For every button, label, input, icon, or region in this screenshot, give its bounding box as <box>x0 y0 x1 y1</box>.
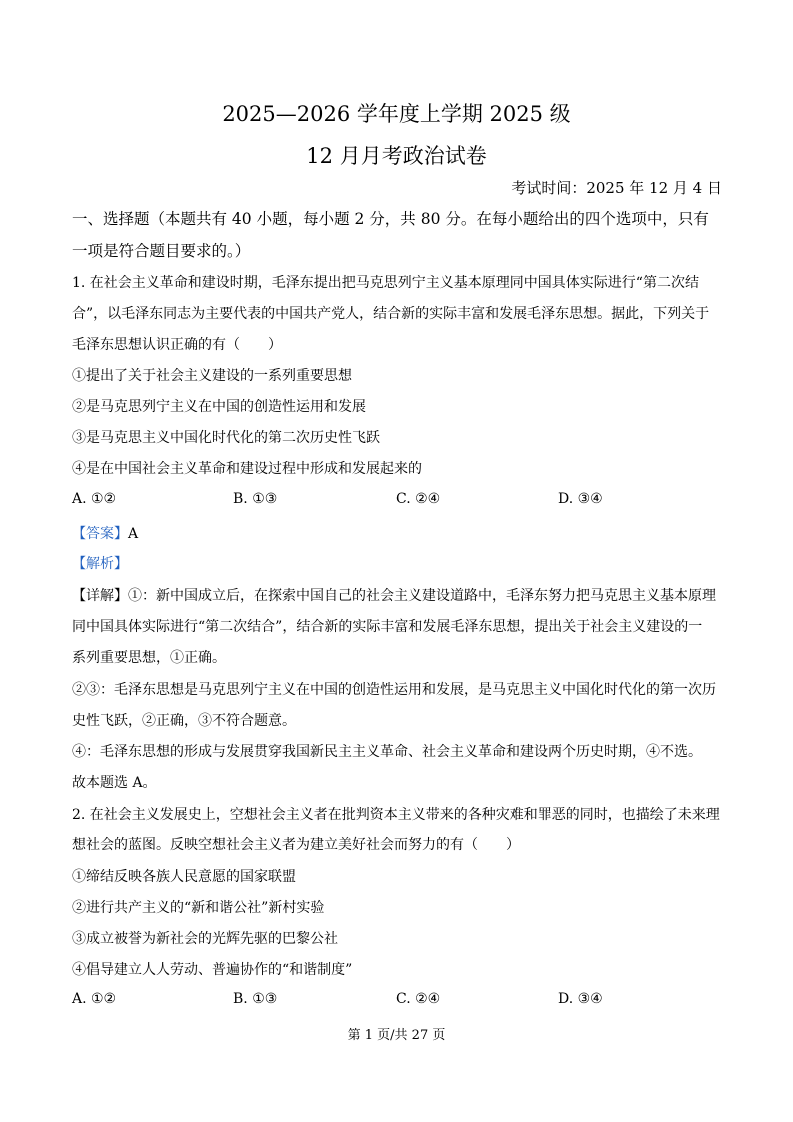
q1-option-b: B. ①③ <box>233 491 278 507</box>
document-title-line2: 12 月月考政治试卷 <box>306 144 487 168</box>
analysis-tag: 【解析】 <box>72 556 128 572</box>
q1-analysis <box>72 553 722 573</box>
q2-stem-line1: 2. 在社会主义发展史上，空想社会主义者在批判资本主义带来的各种灾难和罪恶的同时，也描绘了未来理 <box>72 807 720 823</box>
q1-detail-line1 <box>72 585 722 605</box>
q1-stem-line2: 合”，以毛泽东同志为主要代表的中国共产党人，结合新的实际丰富和发展毛泽东思想。据此，下列关于 <box>72 306 710 322</box>
q2-option-a: A. ①② <box>72 991 117 1007</box>
q2-stem-line2: 想社会的蓝图。反映空想社会主义者为建立美好社会而努力的有（ ） <box>72 837 520 853</box>
detail-text: ①：新中国成立后，在探索中国自己的社会主义建设道路中，毛泽东努力把马克思主义基本原理 <box>128 588 716 604</box>
exam-time: 考试时间：2025 年 12 月 4 日 <box>511 179 722 197</box>
q1-detail-line3: 系列重要思想，①正确。 <box>72 650 226 666</box>
page-footer: 第 1 页/共 27 页 <box>347 1028 446 1043</box>
q2-option-d: D. ③④ <box>558 991 603 1007</box>
q1-option-c: C. ②④ <box>396 491 441 507</box>
answer-tag: 【答案】 <box>72 526 128 542</box>
detail-tag: 【详解】 <box>72 588 128 604</box>
q1-stem-line1: 1. 在社会主义革命和建设时期，毛泽东提出把马克思列宁主义基本原理同中国具体实际进行“第二次结 <box>72 275 699 291</box>
q1-statement-3: ③是马克思主义中国化时代化的第二次历史性飞跃 <box>72 430 380 446</box>
q1-detail-line7: 故本题选 A。 <box>72 775 157 791</box>
q2-statement-2: ②进行共产主义的“新和谐公社”新村实验 <box>72 900 325 916</box>
q2-statement-1: ①缔结反映各族人民意愿的国家联盟 <box>72 869 296 885</box>
section-heading-line2: 一项是符合题目要求的。） <box>72 242 251 260</box>
q1-detail-line2: 同中国具体实际进行“第二次结合”，结合新的实际丰富和发展毛泽东思想，提出关于社会主义建设的一 <box>72 619 703 635</box>
q1-detail-line6: ④：毛泽东思想的形成与发展贯穿我国新民主主义革命、社会主义革命和建设两个历史时期，④不选。 <box>72 744 702 760</box>
q2-option-b: B. ①③ <box>233 991 278 1007</box>
q1-answer <box>72 523 722 543</box>
q1-statement-2: ②是马克思列宁主义在中国的创造性运用和发展 <box>72 399 366 415</box>
q1-option-a: A. ①② <box>72 491 117 507</box>
answer-value: A <box>128 526 139 542</box>
q1-statement-4: ④是在中国社会主义革命和建设过程中形成和发展起来的 <box>72 461 422 477</box>
q2-statement-3: ③成立被誉为新社会的光辉先驱的巴黎公社 <box>72 931 338 947</box>
q2-statement-4: ④倡导建立人人劳动、普遍协作的“和谐制度” <box>72 962 353 978</box>
q2-option-c: C. ②④ <box>396 991 441 1007</box>
q1-detail-line5: 史性飞跃，②正确，③不符合题意。 <box>72 713 296 729</box>
q1-stem-line3: 毛泽东思想认识正确的有（ ） <box>72 337 282 353</box>
q1-option-d: D. ③④ <box>558 491 603 507</box>
document-title-line1: 2025—2026 学年度上学期 2025 级 <box>222 102 571 126</box>
section-heading-line1: 一、选择题（本题共有 40 小题，每小题 2 分，共 80 分。在每小题给出的四个选项中，只有 <box>72 210 709 228</box>
q1-statement-1: ①提出了关于社会主义建设的一系列重要思想 <box>72 368 352 384</box>
q1-detail-line4: ②③：毛泽东思想是马克思列宁主义在中国的创造性运用和发展，是马克思主义中国化时代化的第一次历 <box>72 682 716 698</box>
